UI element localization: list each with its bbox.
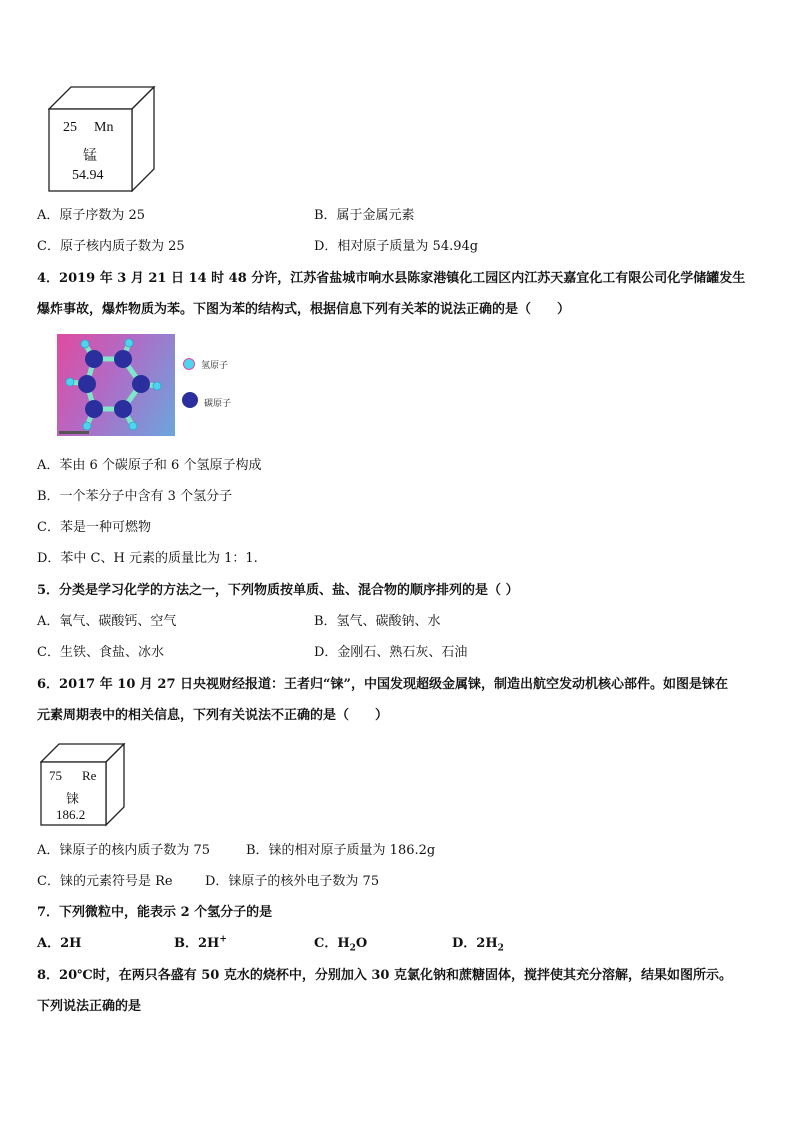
- carbon-legend-label: 碳原子: [204, 399, 232, 409]
- q6-stem-line2: 元素周期表中的相关信息，下列有关说法不正确的是（ ）: [37, 708, 389, 723]
- q6-option-d: D．铼原子的核外电子数为 75: [205, 874, 380, 889]
- hydrogen-legend-label: 氢原子: [201, 361, 229, 371]
- q3-option-a: A．原子序数为 25: [37, 208, 146, 223]
- atomic-mass: 186.2: [56, 807, 86, 822]
- q5-stem: 5．分类是学习化学的方法之一，下列物质按单质、盐、混合物的顺序排列的是（ ）: [37, 583, 519, 598]
- element-name: 锰: [83, 149, 97, 164]
- q5-option-d: D．金刚石、熟石灰、石油: [314, 645, 468, 660]
- q7-option-b: [174, 936, 227, 952]
- q5-option-a: A．氧气、碳酸钙、空气: [37, 614, 177, 629]
- q7-option-c-text2: O: [355, 936, 368, 951]
- q4-option-a: A．苯由 6 个碳原子和 6 个氢原子构成: [37, 458, 262, 473]
- atomic-mass: 54.94: [72, 168, 104, 183]
- q7-option-c-sub: 2: [349, 943, 356, 954]
- atomic-number: 75: [49, 768, 62, 783]
- element-name: 铼: [66, 791, 80, 806]
- q6-option-b: B．铼的相对原子质量为 186.2g: [246, 843, 436, 858]
- q4-stem-line2: 爆炸事故，爆炸物质为苯。下图为苯的结构式，根据信息下列有关苯的说法正确的是（ ）: [37, 302, 571, 317]
- q7-option-c: [314, 936, 367, 952]
- q7-option-c-text: C．H: [314, 936, 350, 951]
- q3-option-c: C．原子核内质子数为 25: [37, 239, 185, 254]
- q6-option-c: C．铼的元素符号是 Re: [37, 874, 173, 889]
- benzene-structure: [57, 334, 175, 436]
- q8-stem-line1: 8．20℃时，在两只各盛有 50 克水的烧杯中，分别加入 30 克氯化钠和蔗糖固体，搅拌使其充分溶解，结果如图所示。: [37, 968, 732, 983]
- atomic-number: 25: [63, 120, 77, 135]
- rhenium-element-card: [40, 743, 126, 827]
- q7-option-b-text: B．2H: [174, 936, 220, 951]
- q7-stem: 7．下列微粒中，能表示 2 个氢分子的是: [37, 905, 273, 920]
- q3-option-b: B．属于金属元素: [314, 208, 415, 223]
- q5-option-c: C．生铁、食盐、冰水: [37, 645, 164, 660]
- q5-option-b: B．氢气、碳酸钠、水: [314, 614, 441, 629]
- q7-option-b-sup: +: [219, 934, 227, 945]
- q7-option-d: [452, 936, 504, 952]
- q7-option-d-text: D．2H: [452, 936, 498, 951]
- element-symbol: Re: [82, 768, 97, 783]
- carbon-legend-swatch: [182, 392, 198, 408]
- q4-option-c: C．苯是一种可燃物: [37, 520, 151, 535]
- hydrogen-legend-swatch: [183, 358, 195, 370]
- q7-option-d-sub: 2: [497, 943, 504, 954]
- q3-option-d: D．相对原子质量为 54.94g: [314, 239, 479, 254]
- q6-option-a: A．铼原子的核内质子数为 75: [37, 843, 211, 858]
- element-symbol: Mn: [94, 120, 114, 135]
- q8-stem-line2: 下列说法正确的是: [37, 999, 142, 1014]
- q7-option-a: A．2H: [37, 936, 82, 951]
- q6-stem-line1: 6．2017 年 10 月 27 日央视财经报道：王者归“铼”，中国发现超级金属铼，制造出航空发动机核心部件。如图是铼在: [37, 677, 728, 692]
- q4-option-d: D．苯中 C、H 元素的质量比为 1：1.: [37, 551, 258, 566]
- q4-option-b: B．一个苯分子中含有 3 个氢分子: [37, 489, 233, 504]
- benzene-molecule-image: [57, 334, 175, 436]
- manganese-element-card: [48, 86, 156, 192]
- q4-stem-line1: 4．2019 年 3 月 21 日 14 时 48 分许，江苏省盐城市响水县陈家港镇化工园区内江苏天嘉宜化工有限公司化学储罐发生: [37, 271, 746, 286]
